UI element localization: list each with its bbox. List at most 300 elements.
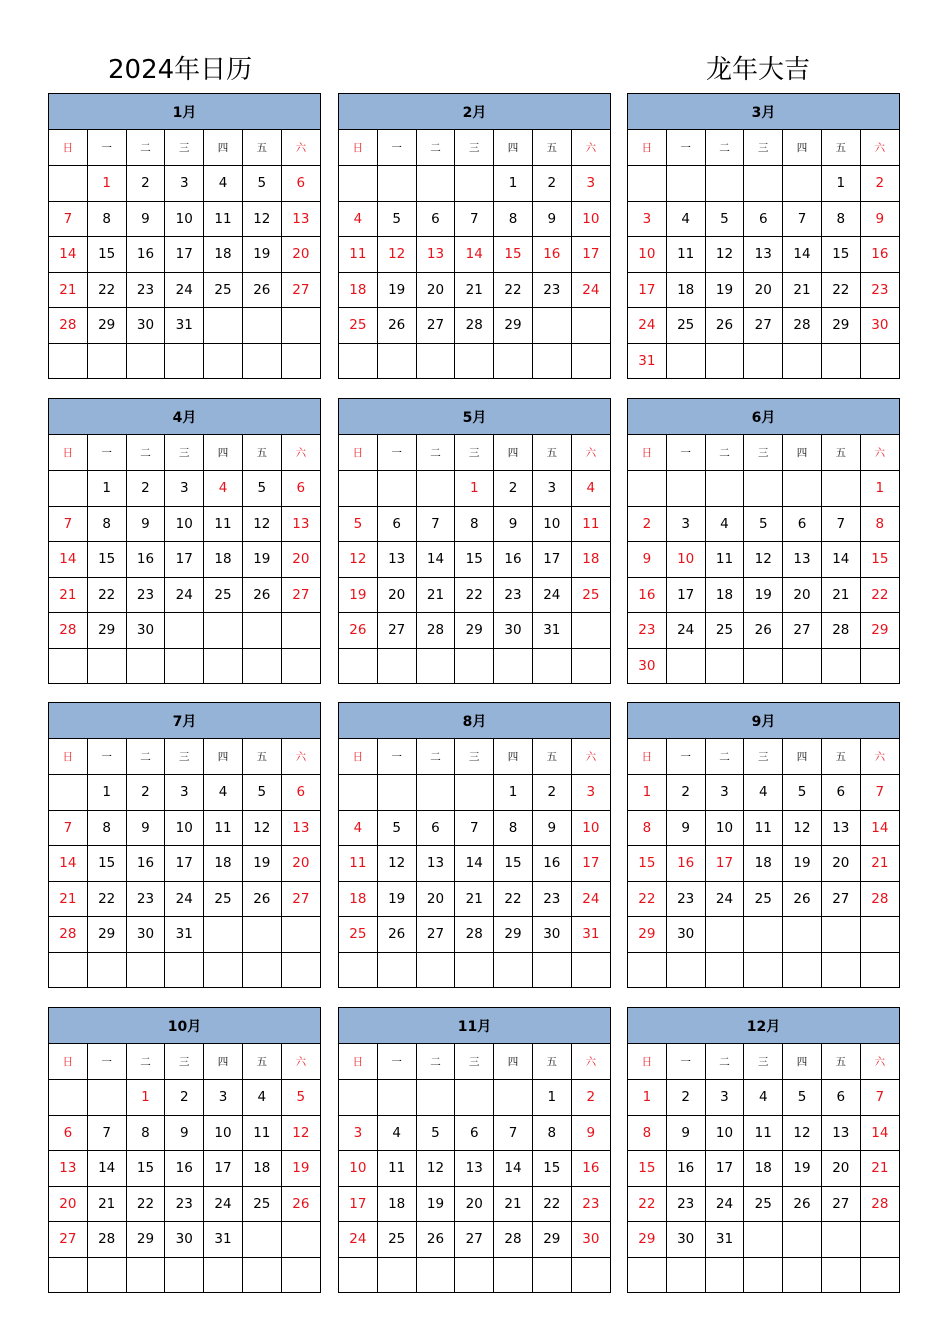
day-cell: 16 [126,846,165,882]
day-cell: 10 [339,1151,378,1187]
day-cell: 12 [242,506,281,542]
day-cell [705,917,744,953]
day-cell: 6 [455,1115,494,1151]
day-cell: 16 [494,542,533,578]
day-cell: 5 [705,201,744,237]
day-cell: 24 [666,613,705,649]
day-cell: 12 [783,810,822,846]
day-cell: 25 [204,881,243,917]
day-cell [860,917,899,953]
day-cell [416,166,455,202]
day-cell: 15 [821,237,860,273]
day-cell: 26 [242,577,281,613]
day-cell [532,1257,571,1293]
day-cell: 4 [377,1115,416,1151]
day-cell: 30 [666,1222,705,1258]
day-cell [532,343,571,379]
weekday-label: 一 [666,739,705,775]
day-cell [455,166,494,202]
weekday-label: 三 [455,130,494,166]
month-title: 7月 [49,703,321,739]
day-cell [242,1257,281,1293]
day-cell: 31 [628,343,667,379]
day-cell: 23 [126,272,165,308]
day-cell: 14 [87,1151,126,1187]
day-cell: 12 [339,542,378,578]
day-cell [242,343,281,379]
day-cell: 12 [377,846,416,882]
day-cell [339,775,378,811]
day-cell [281,917,320,953]
day-cell: 14 [416,542,455,578]
day-cell: 20 [416,881,455,917]
day-cell: 8 [628,810,667,846]
day-cell [494,648,533,684]
weekday-label: 日 [628,1044,667,1080]
day-cell [821,917,860,953]
day-cell: 28 [494,1222,533,1258]
day-cell: 16 [532,846,571,882]
day-cell: 25 [377,1222,416,1258]
weekday-label: 二 [416,739,455,775]
day-cell: 2 [628,506,667,542]
day-cell: 25 [705,613,744,649]
day-cell [744,952,783,988]
day-cell: 9 [628,542,667,578]
day-cell [783,917,822,953]
day-cell: 3 [705,775,744,811]
day-cell: 30 [532,917,571,953]
day-cell: 8 [860,506,899,542]
month-4 [48,398,321,684]
day-cell: 24 [339,1222,378,1258]
day-cell [494,952,533,988]
day-cell: 28 [860,1186,899,1222]
weekday-label: 三 [744,739,783,775]
day-cell: 1 [87,775,126,811]
day-cell [783,1257,822,1293]
day-cell: 9 [126,506,165,542]
day-cell: 2 [666,1080,705,1116]
day-cell: 20 [783,577,822,613]
day-cell: 21 [455,272,494,308]
day-cell: 25 [666,308,705,344]
weekday-label: 四 [494,130,533,166]
day-cell [204,952,243,988]
day-cell: 26 [281,1186,320,1222]
day-cell [705,166,744,202]
day-cell: 2 [165,1080,204,1116]
weekday-label: 六 [281,130,320,166]
day-cell [339,343,378,379]
day-cell: 24 [165,272,204,308]
day-cell: 8 [628,1115,667,1151]
day-cell: 27 [281,577,320,613]
day-cell: 12 [783,1115,822,1151]
day-cell: 15 [87,542,126,578]
day-cell: 17 [571,846,610,882]
day-cell: 11 [377,1151,416,1187]
day-cell [666,952,705,988]
day-cell: 4 [339,201,378,237]
weekday-label: 四 [494,739,533,775]
day-cell: 27 [377,613,416,649]
day-cell [165,648,204,684]
month-2 [338,93,611,379]
day-cell: 29 [821,308,860,344]
day-cell: 26 [242,881,281,917]
day-cell: 24 [204,1186,243,1222]
weekday-label: 五 [242,739,281,775]
day-cell [204,613,243,649]
day-cell: 21 [455,881,494,917]
month-7 [48,702,321,988]
day-cell: 6 [281,166,320,202]
day-cell [339,648,378,684]
day-cell: 7 [87,1115,126,1151]
weekday-label: 五 [532,739,571,775]
day-cell: 9 [532,810,571,846]
day-cell [783,471,822,507]
day-cell: 4 [744,1080,783,1116]
day-cell: 30 [126,613,165,649]
day-cell [783,648,822,684]
day-cell [339,471,378,507]
day-cell: 2 [126,775,165,811]
day-cell [571,648,610,684]
day-cell [416,1257,455,1293]
weekday-label: 五 [242,130,281,166]
day-cell: 16 [860,237,899,273]
day-cell [204,1257,243,1293]
day-cell: 3 [339,1115,378,1151]
day-cell: 24 [571,272,610,308]
day-cell: 3 [571,166,610,202]
day-cell [49,775,88,811]
day-cell: 11 [204,201,243,237]
day-cell: 21 [783,272,822,308]
day-cell: 10 [165,810,204,846]
weekday-label: 三 [744,1044,783,1080]
day-cell: 24 [532,577,571,613]
day-cell [281,613,320,649]
day-cell: 20 [281,237,320,273]
day-cell [666,471,705,507]
day-cell: 24 [705,1186,744,1222]
day-cell: 17 [666,577,705,613]
weekday-label: 二 [705,435,744,471]
day-cell: 25 [339,917,378,953]
day-cell: 27 [281,272,320,308]
day-cell: 2 [494,471,533,507]
month-title: 5月 [339,399,611,435]
day-cell [281,952,320,988]
day-cell [49,471,88,507]
day-cell: 9 [126,810,165,846]
day-cell: 6 [744,201,783,237]
day-cell: 23 [165,1186,204,1222]
day-cell: 31 [571,917,610,953]
day-cell: 19 [242,237,281,273]
day-cell: 3 [165,166,204,202]
weekday-label: 一 [377,435,416,471]
day-cell [377,343,416,379]
weekday-label: 一 [87,435,126,471]
day-cell [821,648,860,684]
day-cell: 4 [242,1080,281,1116]
day-cell: 24 [628,308,667,344]
day-cell: 15 [87,237,126,273]
day-cell: 13 [783,542,822,578]
day-cell: 21 [416,577,455,613]
day-cell: 4 [571,471,610,507]
day-cell: 16 [532,237,571,273]
day-cell: 23 [666,881,705,917]
weekday-label: 三 [455,1044,494,1080]
day-cell [204,917,243,953]
day-cell [494,1257,533,1293]
day-cell: 9 [666,810,705,846]
day-cell: 16 [628,577,667,613]
day-cell [377,1080,416,1116]
day-cell [377,166,416,202]
day-cell: 22 [87,577,126,613]
day-cell: 12 [242,201,281,237]
day-cell: 13 [416,846,455,882]
day-cell: 22 [87,881,126,917]
day-cell: 30 [860,308,899,344]
weekday-label: 四 [204,435,243,471]
day-cell: 10 [705,1115,744,1151]
weekday-label: 四 [783,130,822,166]
day-cell: 1 [494,166,533,202]
day-cell: 28 [783,308,822,344]
day-cell: 3 [628,201,667,237]
day-cell: 27 [744,308,783,344]
day-cell: 19 [783,846,822,882]
weekday-label: 五 [242,435,281,471]
day-cell: 30 [126,308,165,344]
weekday-label: 一 [666,1044,705,1080]
weekday-label: 三 [744,435,783,471]
day-cell: 7 [49,810,88,846]
day-cell [628,471,667,507]
day-cell: 19 [339,577,378,613]
weekday-label: 二 [416,130,455,166]
day-cell [744,917,783,953]
day-cell: 11 [339,846,378,882]
day-cell: 3 [532,471,571,507]
day-cell: 4 [204,166,243,202]
day-cell: 18 [204,846,243,882]
calendar-slogan: 龙年大吉 [706,55,811,85]
day-cell [666,1257,705,1293]
day-cell: 27 [821,881,860,917]
month-title: 6月 [628,399,900,435]
day-cell [416,471,455,507]
day-cell: 3 [165,775,204,811]
weekday-label: 四 [204,130,243,166]
day-cell [165,1257,204,1293]
day-cell: 26 [783,1186,822,1222]
day-cell: 22 [821,272,860,308]
day-cell [783,166,822,202]
day-cell: 5 [416,1115,455,1151]
day-cell [377,775,416,811]
day-cell: 10 [165,506,204,542]
day-cell [628,1257,667,1293]
day-cell: 16 [666,846,705,882]
day-cell: 10 [571,810,610,846]
day-cell: 11 [571,506,610,542]
weekday-label: 二 [126,130,165,166]
day-cell: 11 [666,237,705,273]
day-cell: 21 [49,881,88,917]
day-cell: 7 [783,201,822,237]
day-cell: 31 [705,1222,744,1258]
weekday-label: 日 [339,130,378,166]
weekday-label: 日 [339,435,378,471]
weekday-label: 日 [339,1044,378,1080]
day-cell [339,952,378,988]
month-11 [338,1007,611,1293]
day-cell: 10 [165,201,204,237]
month-title: 9月 [628,703,900,739]
day-cell: 26 [783,881,822,917]
day-cell: 9 [860,201,899,237]
day-cell [705,1257,744,1293]
day-cell [416,343,455,379]
day-cell [783,1222,822,1258]
day-cell: 23 [571,1186,610,1222]
weekday-label: 四 [204,1044,243,1080]
day-cell: 19 [242,846,281,882]
day-cell: 5 [281,1080,320,1116]
day-cell: 25 [571,577,610,613]
day-cell: 8 [821,201,860,237]
day-cell [860,1222,899,1258]
day-cell [377,471,416,507]
day-cell [339,1257,378,1293]
day-cell: 29 [494,308,533,344]
day-cell: 19 [377,881,416,917]
day-cell: 7 [455,810,494,846]
day-cell: 14 [860,1115,899,1151]
day-cell: 6 [281,471,320,507]
weekday-label: 日 [628,130,667,166]
day-cell: 23 [126,881,165,917]
day-cell [860,952,899,988]
day-cell: 23 [628,613,667,649]
day-cell: 21 [49,272,88,308]
day-cell: 13 [281,810,320,846]
day-cell [87,1257,126,1293]
day-cell [821,471,860,507]
day-cell: 29 [87,308,126,344]
day-cell: 18 [242,1151,281,1187]
month-title: 3月 [628,94,900,130]
weekday-label: 三 [165,1044,204,1080]
weekday-label: 二 [126,435,165,471]
day-cell [242,613,281,649]
weekday-label: 三 [165,739,204,775]
weekday-label: 五 [532,1044,571,1080]
day-cell: 18 [204,237,243,273]
day-cell [242,952,281,988]
day-cell: 13 [416,237,455,273]
day-cell: 19 [281,1151,320,1187]
weekday-label: 日 [49,435,88,471]
day-cell [87,1080,126,1116]
day-cell [860,648,899,684]
day-cell: 28 [821,613,860,649]
day-cell: 8 [494,810,533,846]
day-cell: 4 [204,471,243,507]
day-cell [242,648,281,684]
day-cell: 12 [416,1151,455,1187]
day-cell: 2 [126,471,165,507]
day-cell [416,952,455,988]
day-cell: 20 [49,1186,88,1222]
day-cell: 17 [532,542,571,578]
weekday-label: 六 [281,739,320,775]
day-cell [455,1257,494,1293]
day-cell: 9 [571,1115,610,1151]
day-cell: 19 [705,272,744,308]
day-cell: 1 [532,1080,571,1116]
day-cell: 20 [744,272,783,308]
day-cell [744,343,783,379]
day-cell: 22 [494,272,533,308]
day-cell: 1 [126,1080,165,1116]
day-cell: 17 [165,542,204,578]
day-cell: 20 [377,577,416,613]
weekday-label: 五 [532,435,571,471]
day-cell: 21 [494,1186,533,1222]
day-cell [126,952,165,988]
month-10 [48,1007,321,1293]
day-cell: 22 [126,1186,165,1222]
weekday-label: 日 [339,739,378,775]
day-cell: 22 [87,272,126,308]
day-cell: 15 [455,542,494,578]
day-cell: 17 [165,237,204,273]
day-cell: 21 [87,1186,126,1222]
day-cell [571,952,610,988]
weekday-label: 六 [860,435,899,471]
day-cell: 10 [532,506,571,542]
day-cell [416,648,455,684]
day-cell: 6 [416,201,455,237]
day-cell: 23 [532,272,571,308]
day-cell: 10 [571,201,610,237]
day-cell: 5 [783,1080,822,1116]
day-cell: 22 [628,1186,667,1222]
day-cell: 10 [204,1115,243,1151]
day-cell [783,343,822,379]
month-8 [338,702,611,988]
day-cell: 25 [204,577,243,613]
day-cell [744,166,783,202]
day-cell: 17 [339,1186,378,1222]
day-cell [666,166,705,202]
month-3 [627,93,900,379]
day-cell: 21 [860,1151,899,1187]
day-cell: 22 [628,881,667,917]
day-cell: 28 [49,308,88,344]
day-cell [628,952,667,988]
day-cell: 20 [416,272,455,308]
